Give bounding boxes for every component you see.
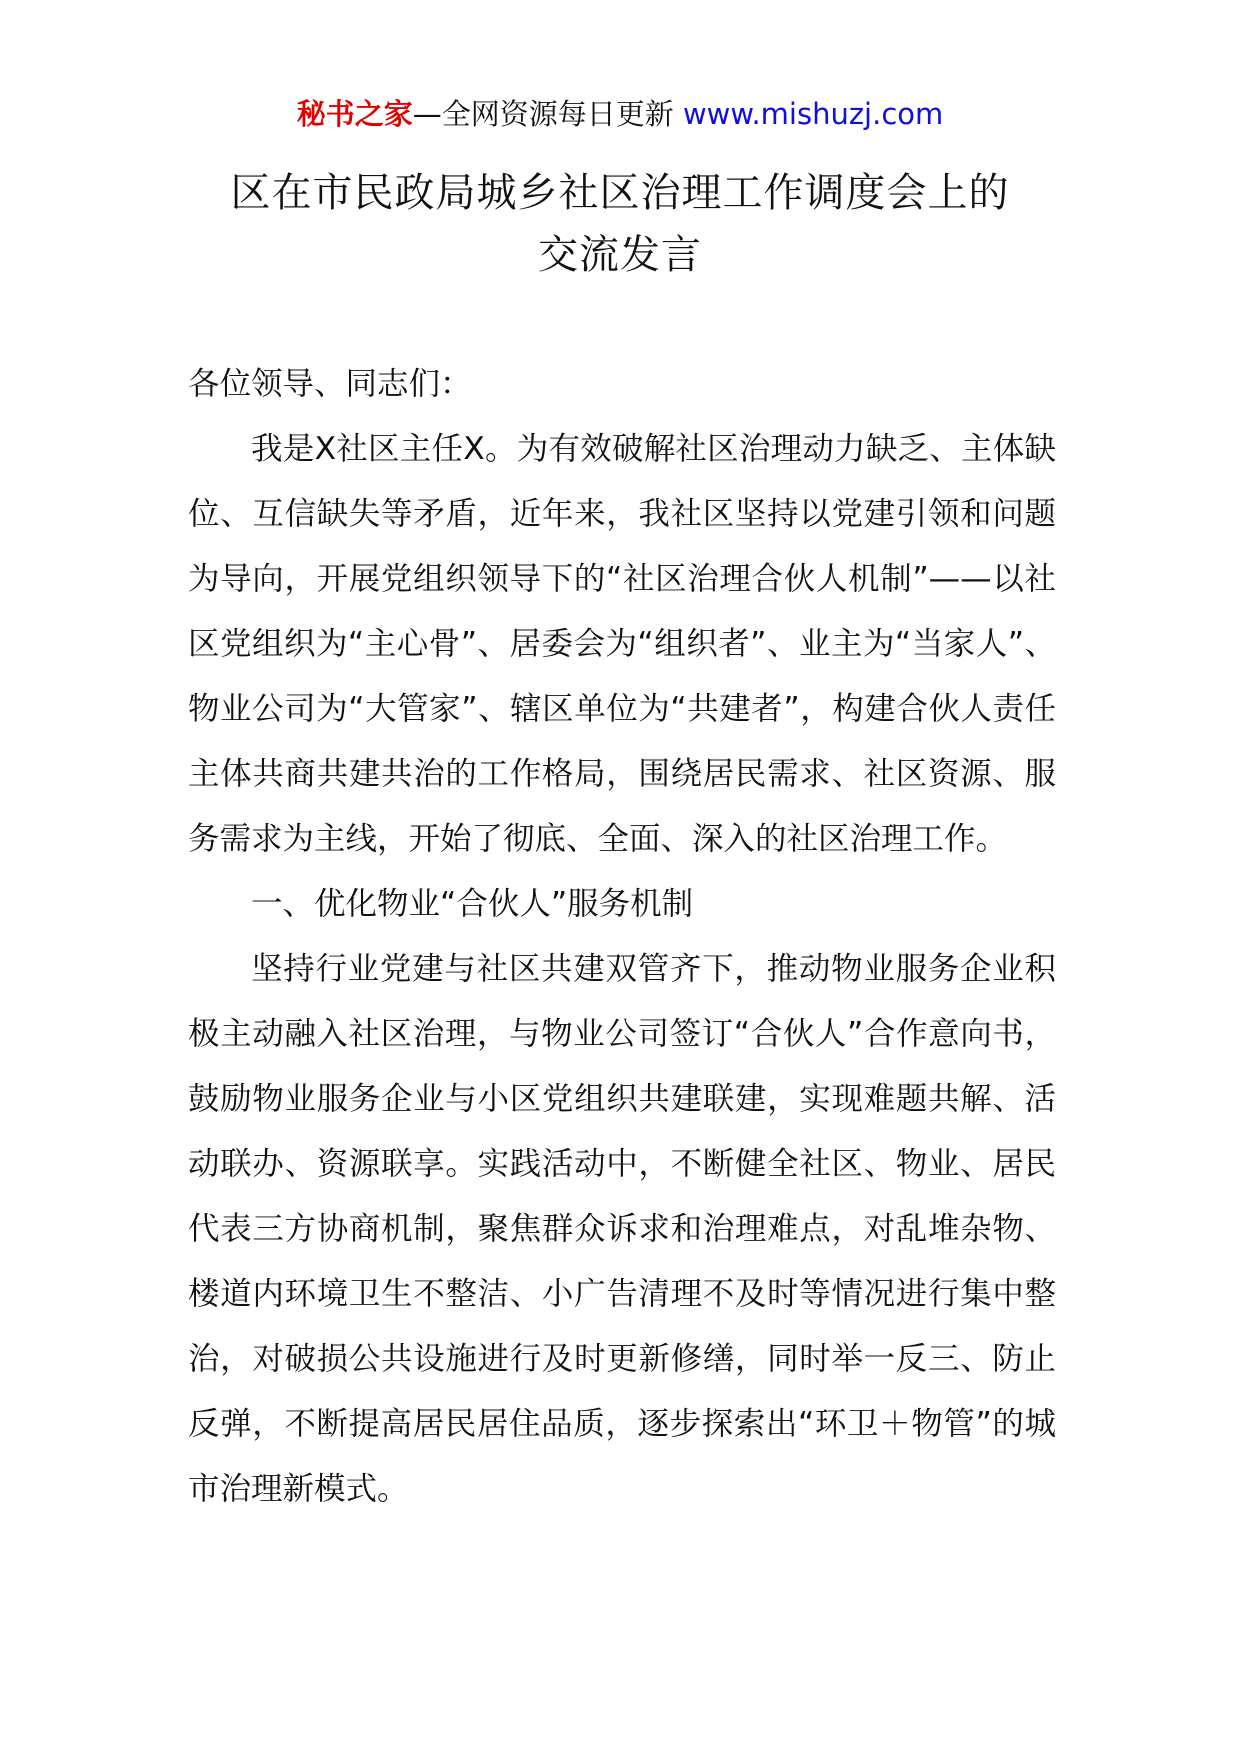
title-line-1: 区在市民政局城乡社区治理工作调度会上的: [230, 170, 1010, 216]
title-line-2: 交流发言: [538, 232, 702, 278]
section-heading: 一、优化物业“合伙人”服务机制: [251, 886, 694, 922]
intro-paragraph: 我是X社区主任X。为有效破解社区治理动力缺乏、主体缺位、互信缺失等矛盾，近年来，我社区坚持以党建引领和问题为导向，开展党组织领导下的“社区治理合伙人机制”——以社区党组织为“主心骨”、居委会为“组织者”、业主为“当家人”、物业公司为“大管家”、辖区单位为“共建者”，构建合伙人责任主体共商共建共治的工作格局，围绕居民需求、社区资源、服务需求为主线，开始了彻底、全面、深入的社区治理工作。: [188, 431, 1056, 857]
salutation: 各位领导、同志们：: [188, 366, 472, 402]
site-header: [0, 94, 1240, 134]
header-tagline: —全网资源每日更新: [412, 97, 674, 131]
brand-name: 秘书之家: [296, 97, 413, 131]
section-paragraph: 坚持行业党建与社区共建双管齐下，推动物业服务企业积极主动融入社区治理，与物业公司签订“合伙人”合作意向书，鼓励物业服务企业与小区党组织共建联建，实现难题共解、活动联办、资源联享。实践活动中，不断健全社区、物业、居民代表三方协商机制，聚焦群众诉求和治理难点，对乱堆杂物、楼道内环境卫生不整洁、小广告清理不及时等情况进行集中整治，对破损公共设施进行及时更新修缮，同时举一反三、防止反弹，不断提高居民居住品质，逐步探索出“环卫＋物管”的城市治理新模式。: [188, 951, 1056, 1507]
document-body: [188, 352, 1056, 1522]
document-title: [0, 162, 1240, 286]
site-url-link[interactable]: www.mishuzj.com: [682, 97, 944, 131]
